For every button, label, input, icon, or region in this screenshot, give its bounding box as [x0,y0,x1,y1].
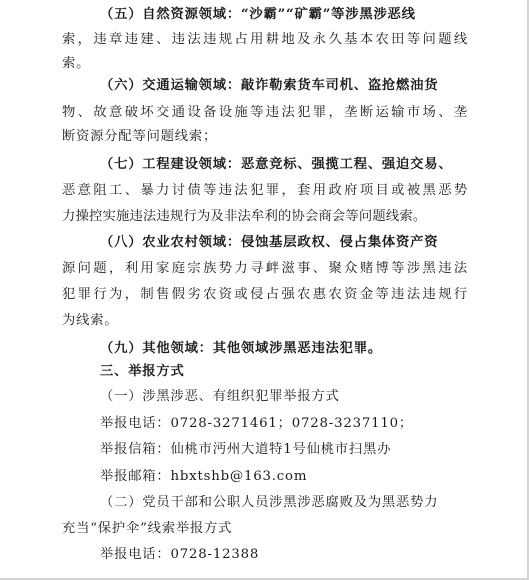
item7-body-line: 恶意阻工、暴力讨债等违法犯罪，套用政府项目或被黑恶势 [62,183,468,198]
report1-letterbox: 举报信箱：仙桃市沔州大道特1号仙桃市扫黑办 [100,442,392,457]
report1-title: （一）涉黑涉恶、有组织犯罪举报方式 [100,389,340,404]
report1-phone: 举报电话：0728-3271461；0728-3237110； [100,416,413,431]
item5-heading-line: （五）自然资源领域：“沙霸”“矿霸”等涉黑涉恶线 [100,7,416,22]
item6-heading-line: （六）交通运输领域：敲诈勒索货车司机、盗抢燃油货 [100,78,439,93]
item8-body-line: 为线索。 [62,313,119,328]
item5-body-line: 索，违章违建、违法违规占用耕地及永久基本农田等问题线 [62,32,468,47]
report2-title-line: 充当“保护伞”线索举报方式 [62,521,233,536]
item5-body-line: 索。 [62,56,91,71]
report2-title-line: （二）党员干部和公职人员涉黑涉恶腐败及为黑恶势力 [100,495,439,510]
item6-body-line: 物、故意破坏交通设备设施等违法犯罪，垄断运输市场、垄 [62,105,468,120]
item9-heading-line: （九）其他领域：其他领域涉黑恶违法犯罪。 [100,341,382,356]
report1-email: 举报邮箱：hbxtshb@163.com [100,469,308,484]
item8-body-line: 源问题，利用家庭宗族势力寻衅滋事、聚众赌博等涉黑违法 [62,261,468,276]
report2-phone: 举报电话：0728-12388 [100,547,260,562]
section3-heading: 三、举报方式 [100,364,185,379]
item7-heading-line: （七）工程建设领域：恶意竞标、强揽工程、强迫交易、 [100,157,453,172]
item8-heading-line: （八）农业农村领域：侵蚀基层政权、侵占集体资产资 [100,235,439,250]
item8-body-line: 犯罪行为，制售假劣农资或侵占强农惠农资金等违法违规行 [62,287,468,302]
item7-body-line: 力操控实施违法违规行为及非法牟利的协会商会等问题线索。 [62,209,427,224]
item6-body-line: 断资源分配等问题线索； [62,129,218,144]
